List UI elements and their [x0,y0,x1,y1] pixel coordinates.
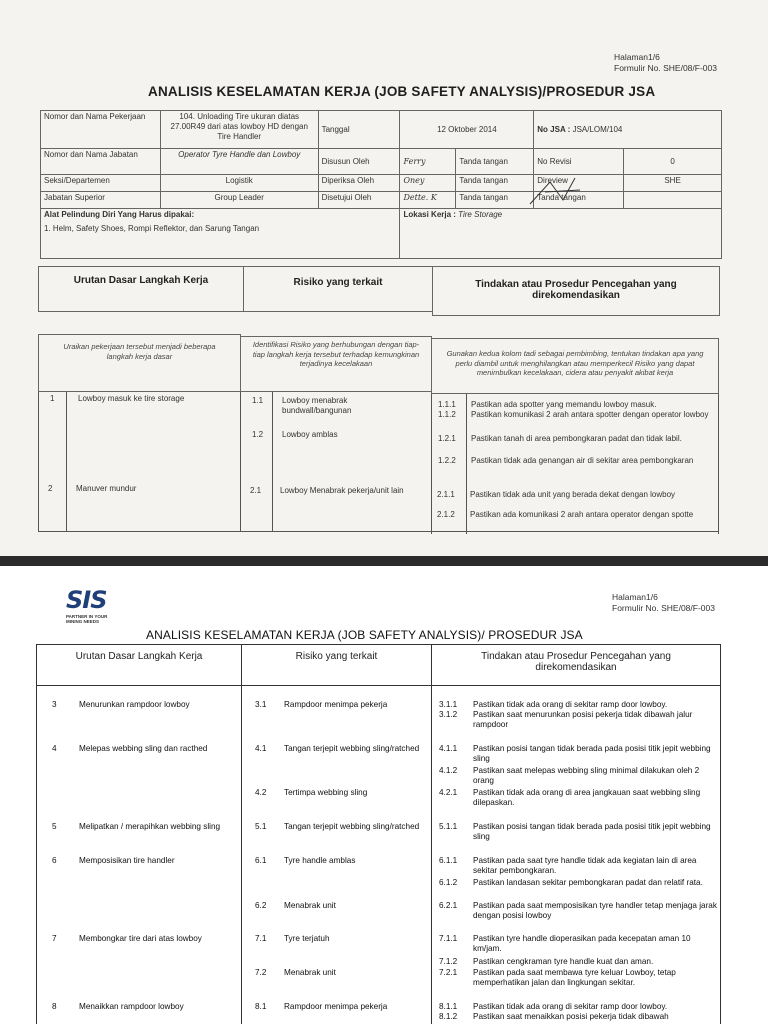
p2-row4-r2: Tertimpa webbing sling [284,788,368,797]
p2-row3-a2-no: 3.1.2 [439,710,458,719]
p1-row1-act1-no: 1.1.1 [438,400,456,409]
p2-row5-a1-no: 5.1.1 [439,822,458,831]
signature-scribble [525,174,585,214]
p2-row8-step: Menaikkan rampdoor lowboy [79,1002,184,1011]
value-lokasi: Tire Storage [458,210,503,219]
p2-row4-a1-no: 4.1.1 [439,744,458,753]
label-apd: Alat Pelindung Diri Yang Harus dipakai: [44,210,195,219]
p1-guide-risiko: Identifikasi Risiko yang berhubungan dengan tiap-tiap langkah kerja tersebut terhadap kemungkinan terjadinya kecelakaan [252,340,420,368]
no-jsa-cell [534,111,722,149]
p1-guide-tindakan-cell [431,338,719,394]
p2-header-risiko-cell [241,644,432,686]
p1-row1-act4: Pastikan tidak ada genangan air di sekitar area pembongkaran [471,456,694,465]
p2-row6-a3-no: 6.2.1 [439,901,458,910]
page2-halaman: Halaman1/6 [612,592,658,602]
p2-row6-a2-no: 6.1.2 [439,878,458,887]
p2-row7-r2: Menabrak unit [284,968,336,977]
p2-row7-a1-no: 7.1.1 [439,934,458,943]
p1-row2-act2-no: 2.1.2 [437,510,455,519]
p1-row1-act2-no: 1.1.2 [438,410,456,419]
p2-row6-no: 6 [52,856,57,865]
p2-row6-step: Memposisikan tire handler [79,856,175,865]
p2-row5-r1: Tangan terjepit webbing sling/ratched [284,822,420,831]
p2-row6-a2: Pastikan landasan sekitar pembongkaran padat dan relatif rata. [473,878,703,887]
value-seksi: Logistik [160,175,318,192]
label-no-jsa: No JSA : [537,124,571,134]
p2-row6-a3: Pastikan pada saat memposisikan tyre handler tetap menjaga jarak dengan posisi lowboy [473,901,717,920]
label-disetujui: Disetujui Oleh [318,192,400,209]
p2-header-tindakan-cell [431,644,721,686]
value-nomor-nama-jabatan: Operator Tyre Handle dan Lowboy [160,149,318,175]
p2-row4-a2: Pastikan saat melepas webbing sling minimal dilakukan oleh 2 orang [473,766,700,785]
p2-row8-r1: Rampdoor menimpa pekerja [284,1002,388,1011]
value-nomor-nama-pekerjaan: 104. Unloading Tire ukuran diatas 27.00R49 dari atas lowboy HD dengan Tire Handler [160,111,318,149]
label-tanda-tangan-3: Tanda tangan [456,192,534,209]
p1-row2-step: Manuver mundur [76,484,137,493]
p1-row2-no: 2 [48,484,53,493]
p2-header-langkah: Urutan Dasar Langkah Kerja [75,651,203,662]
p1-guide-tindakan: Gunakan kedua kolom tadi sebagai pembimbing, tentukan tindakan apa yang perlu diambil untuk menghilangkan atau memperkecil Risiko yang dapat menimbulkan kecelakaan, cidera atau penyakit akibat kerja [446,349,704,377]
lokasi-cell [400,209,722,259]
p2-row4-r2-no: 4.2 [255,788,267,797]
p1-header-tindakan: Tindakan atau Prosedur Pencegahan yang direkomendasikan [475,279,677,301]
p2-header-tindakan: Tindakan atau Prosedur Pencegahan yang direkomendasikan [481,651,671,673]
p1-row1-act2: Pastikan komunikasi 2 arah antara spotter dengan operator lowboy [471,410,709,419]
p2-row7-a1: Pastikan tyre handle dioperasikan pada kecepatan aman 10 km/jam. [473,934,691,953]
p2-row8-a2: Pastikan saat menaikkan posisi pekerja tidak dibawah [473,1012,669,1021]
p1-row1-risk2-no: 1.2 [252,430,264,439]
p2-row8-a2-no: 8.1.2 [439,1012,458,1021]
p2-row5-r1-no: 5.1 [255,822,267,831]
p1-row1-risk1: Lowboy menabrak bundwall/bangunan [282,396,352,415]
p2-row3-step: Menurunkan rampdoor lowboy [79,700,190,709]
p2-row7-a2-no: 7.1.2 [439,957,458,966]
page1-title: ANALISIS KESELAMATAN KERJA (JOB SAFETY ANALYSIS)/PROSEDUR JSA [148,84,656,99]
p1-row2-act1: Pastikan tidak ada unit yang berada dekat dengan lowboy [470,490,676,499]
label-diperiksa: Diperiksa Oleh [318,175,400,192]
p2-row8-a1: Pastikan tidak ada orang di sekitar ramp door lowboy. [473,1002,668,1011]
p2-row6-a1: Pastikan pada saat tyre handle tidak ada kegiatan lain di area sekitar pembongkaran. [473,856,697,875]
p2-row4-r1-no: 4.1 [255,744,267,753]
page1-formulir: Formulir No. SHE/08/F-003 [614,63,717,73]
p2-row3-no: 3 [52,700,57,709]
p2-row4-step: Melepas webbing sling dan racthed [79,744,208,753]
p1-row1-no: 1 [50,394,55,403]
p2-row6-r2-no: 6.2 [255,901,267,910]
value-apd: 1. Helm, Safety Shoes, Rompi Reflektor, dan Sarung Tangan [44,224,260,233]
p2-row7-r2-no: 7.2 [255,968,267,977]
label-tanda-tangan-1: Tanda tangan [456,149,534,175]
page2-header-right [612,592,715,614]
sis-logo-tagline-1: PARTNER IN YOUR [66,614,108,619]
signature-disusun: Ferry [400,149,456,175]
signature-diperiksa: Oney [400,175,456,192]
sis-logo [66,586,126,624]
p2-row7-r1-no: 7.1 [255,934,267,943]
value-direview: SHE [624,175,722,192]
p2-row3-a1-no: 3.1.1 [439,700,458,709]
p1-row1-step: Lowboy masuk ke tire storage [78,394,185,403]
p1-row2-risk1: Lowboy Menabrak pekerja/unit lain [280,486,404,495]
value-jabatan-superior: Group Leader [160,192,318,209]
sis-logo-text: SIS [66,586,107,614]
digital-page-2 [0,566,768,1024]
p2-row8-no: 8 [52,1002,57,1011]
p2-row5-a1: Pastikan posisi tangan tidak berada pada posisi titik jepit webbing sling [473,822,711,841]
signature-disetujui: Dette. K [400,192,456,209]
p1-row1-act3: Pastikan tanah di area pembongkaran padat dan tidak labil. [471,434,682,443]
label-nomor-nama-jabatan: Nomor dan Nama Jabatan [41,149,161,175]
p2-row7-a3: Pastikan pada saat membawa tyre keluar Lowboy, tetap memperhatikan jalan dan lingkungan sekitar. [473,968,676,987]
p2-row6-a1-no: 6.1.1 [439,856,458,865]
page2-title: ANALISIS KESELAMATAN KERJA (JOB SAFETY ANALYSIS)/ PROSEDUR JSA [146,628,583,642]
p1-row2-act2: Pastikan ada komunikasi 2 arah antara operator dengan spotte [470,510,694,519]
p1-guide-langkah-cell [38,334,241,392]
p1-row1-act1: Pastikan ada spotter yang memandu lowboy masuk. [471,400,657,409]
p2-row8-r1-no: 8.1 [255,1002,267,1011]
page2-formulir: Formulir No. SHE/08/F-003 [612,603,715,613]
p2-header-langkah-cell [36,644,242,686]
page1-info-table [40,110,722,259]
p2-row7-a2: Pastikan cengkraman tyre handle kuat dan aman. [473,957,654,966]
p2-row5-step: Melipatkan / merapihkan webbing sling [79,822,221,831]
p2-header-risiko: Risiko yang terkait [295,651,378,662]
p1-row1-act4-no: 1.2.2 [438,456,456,465]
p2-row4-a2-no: 4.1.2 [439,766,458,775]
p1-guide-risiko-cell [240,336,432,392]
p2-row7-no: 7 [52,934,57,943]
p2-row6-r2: Menabrak unit [284,901,336,910]
label-tanda-tangan-2: Tanda tangan [456,175,534,192]
p2-row3-r1: Rampdoor menimpa pekerja [284,700,388,709]
apd-cell [41,209,400,259]
p1-header-langkah-cell [38,266,244,312]
label-tanda-tangan-4: Tanda tangan [534,192,624,209]
p1-row1-act3-no: 1.2.1 [438,434,456,443]
label-nomor-nama-pekerjaan: Nomor dan Nama Pekerjaan [41,111,161,149]
p2-row6-r1-no: 6.1 [255,856,267,865]
p1-header-langkah: Urutan Dasar Langkah Kerja [73,275,209,286]
empty-cell [624,192,722,209]
label-direview: Direview [534,175,624,192]
p2-row3-a2: Pastikan saat menurunkan posisi pekerja tidak dibawah jalur rampdoor [473,710,693,729]
p1-header-tindakan-cell [432,266,720,316]
value-no-jsa: JSA/LOM/104 [572,124,623,134]
p2-row4-r1: Tangan terjepit webbing sling/ratched [284,744,420,753]
p1-header-risiko: Risiko yang terkait [293,277,383,288]
label-seksi: Seksi/Departemen [41,175,161,192]
p2-row8-a1-no: 8.1.1 [439,1002,458,1011]
p2-row6-r1: Tyre handle amblas [284,856,356,865]
p2-row7-a3-no: 7.2.1 [439,968,458,977]
p2-row3-a1: Pastikan tidak ada orang di sekitar ramp door lowboy. [473,700,668,709]
value-no-revisi: 0 [624,149,722,175]
p1-row1-risk2: Lowboy amblas [282,430,338,439]
p2-row4-a3: Pastikan tidak ada orang di area jangkauan saat webbing sling dilepaskan. [473,788,701,807]
p2-row5-no: 5 [52,822,57,831]
p2-row7-r1: Tyre terjatuh [284,934,330,943]
p1-guide-langkah: Uraikan pekerjaan tersebut menjadi beberapa langkah kerja dasar [63,342,216,361]
label-disusun: Disusun Oleh [318,149,400,175]
label-lokasi: Lokasi Kerja : [403,210,456,219]
page1-halaman: Halaman1/6 [614,52,660,62]
p2-row7-step: Membongkar tire dari atas lowboy [79,934,202,943]
sis-logo-tagline-2: MINING NEEDS [66,619,100,624]
p2-row3-r1-no: 3.1 [255,700,267,709]
value-tanggal: 12 Oktober 2014 [400,111,534,149]
p1-header-risiko-cell [243,266,433,312]
p2-row4-no: 4 [52,744,57,753]
label-jabatan-superior: Jabatan Superior [41,192,161,209]
page1-header-right [614,52,717,74]
p1-row2-act1-no: 2.1.1 [437,490,455,499]
label-no-revisi: No Revisi [534,149,624,175]
p2-row4-a1: Pastikan posisi tangan tidak berada pada posisi titik jepit webbing sling [473,744,711,763]
p2-row4-a3-no: 4.2.1 [439,788,458,797]
p1-row1-risk1-no: 1.1 [252,396,264,405]
p1-row2-risk1-no: 2.1 [250,486,262,495]
label-tanggal: Tanggal [318,111,400,149]
